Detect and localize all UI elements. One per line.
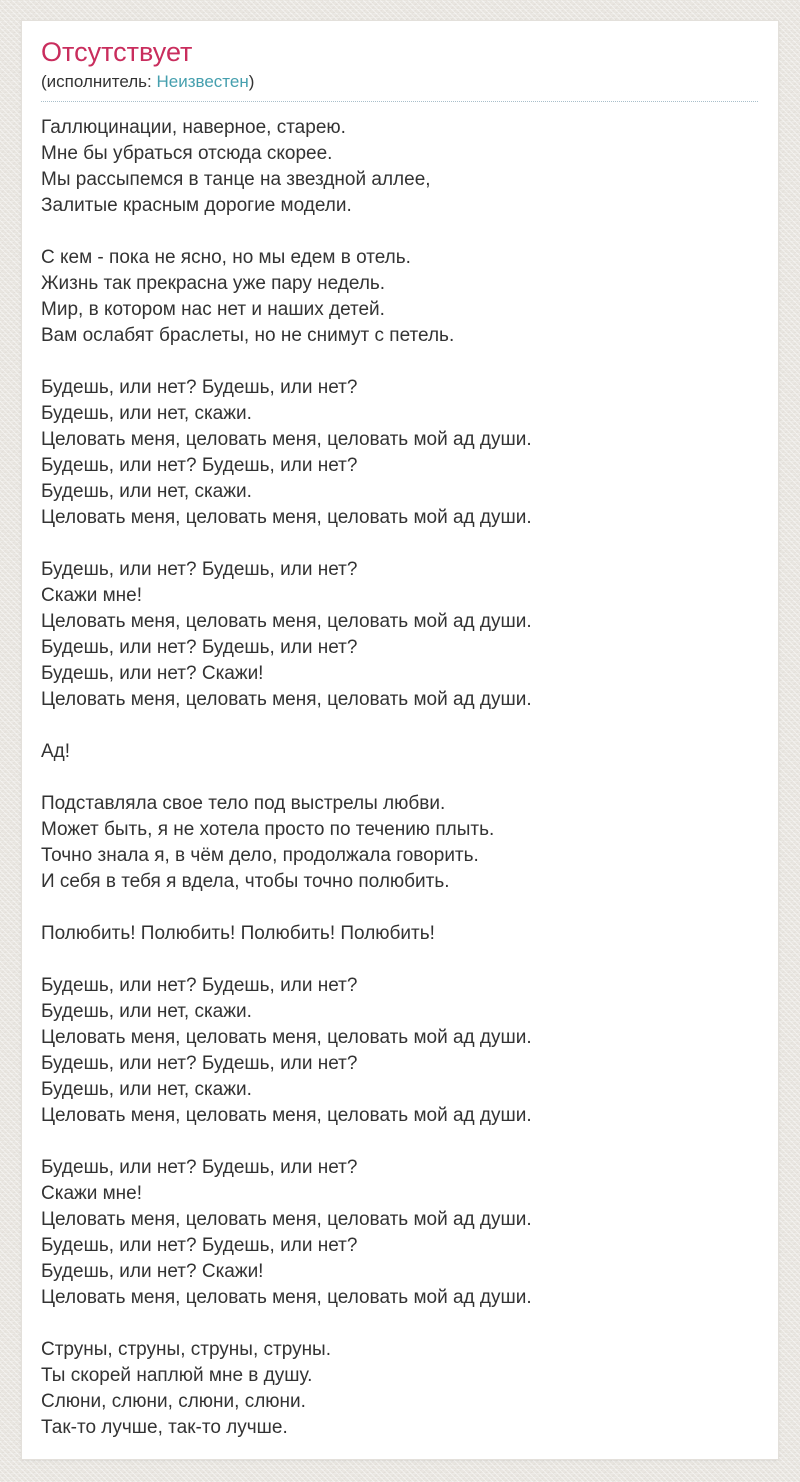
lyric-line: Будешь, или нет? Будешь, или нет? xyxy=(41,1157,358,1179)
stanza xyxy=(41,921,758,947)
lyric-line: Будешь, или нет, скажи. xyxy=(41,1079,252,1101)
lyric-line: Будешь, или нет, скажи. xyxy=(41,481,252,503)
stanza xyxy=(41,1155,758,1311)
artist-link[interactable]: Неизвестен xyxy=(156,72,249,92)
stanza xyxy=(41,791,758,895)
lyric-line: Ты скорей наплюй мне в душу. xyxy=(41,1365,313,1387)
lyric-line: Будешь, или нет? Будешь, или нет? xyxy=(41,975,358,997)
lyric-line: Подставляла свое тело под выстрелы любви. xyxy=(41,793,446,815)
lyric-line: С кем - пока не ясно, но мы едем в отель. xyxy=(41,247,411,269)
stanza xyxy=(41,1337,758,1441)
lyric-line: Будешь, или нет? Будешь, или нет? xyxy=(41,1235,358,1257)
lyric-line: И себя в тебя я вдела, чтобы точно полюбить. xyxy=(41,871,450,893)
stanza xyxy=(41,973,758,1129)
lyric-line: Залитые красным дорогие модели. xyxy=(41,195,352,217)
artist-line xyxy=(41,71,758,93)
lyric-line: Полюбить! Полюбить! Полюбить! Полюбить! xyxy=(41,923,435,945)
lyric-line: Мы рассыпемся в танце на звездной аллее, xyxy=(41,169,431,191)
song-header xyxy=(41,37,758,102)
lyric-line: Целовать меня, целовать меня, целовать мой ад души. xyxy=(41,611,532,633)
lyric-line: Целовать меня, целовать меня, целовать мой ад души. xyxy=(41,689,532,711)
lyric-line: Скажи мне! xyxy=(41,585,143,607)
stanza xyxy=(41,375,758,531)
lyric-line: Будешь, или нет, скажи. xyxy=(41,1001,252,1023)
lyric-line: Будешь, или нет? Будешь, или нет? xyxy=(41,377,358,399)
lyric-line: Целовать меня, целовать меня, целовать мой ад души. xyxy=(41,507,532,529)
lyric-line: Целовать меня, целовать меня, целовать мой ад души. xyxy=(41,429,532,451)
lyric-line: Целовать меня, целовать меня, целовать мой ад души. xyxy=(41,1027,532,1049)
lyric-line: Может быть, я не хотела просто по течению плыть. xyxy=(41,819,495,841)
lyric-line: Будешь, или нет? Скажи! xyxy=(41,663,264,685)
lyric-line: Точно знала я, в чём дело, продолжала говорить. xyxy=(41,845,479,867)
lyric-line: Мир, в котором нас нет и наших детей. xyxy=(41,299,385,321)
lyric-line: Целовать меня, целовать меня, целовать мой ад души. xyxy=(41,1209,532,1231)
lyric-line: Будешь, или нет? Будешь, или нет? xyxy=(41,559,358,581)
lyric-line: Галлюцинации, наверное, старею. xyxy=(41,117,346,139)
lyric-line: Слюни, слюни, слюни, слюни. xyxy=(41,1391,306,1413)
stanza xyxy=(41,115,758,219)
lyric-line: Будешь, или нет? Будешь, или нет? xyxy=(41,455,358,477)
lyric-line: Жизнь так прекрасна уже пару недель. xyxy=(41,273,386,295)
stanza xyxy=(41,739,758,765)
lyric-line: Ад! xyxy=(41,741,71,763)
song-title: Отсутствует xyxy=(41,37,193,67)
lyric-line: Мне бы убраться отсюда скорее. xyxy=(41,143,333,165)
lyric-line: Скажи мне! xyxy=(41,1183,143,1205)
lyric-line: Будешь, или нет? Скажи! xyxy=(41,1261,264,1283)
lyric-line: Будешь, или нет? Будешь, или нет? xyxy=(41,637,358,659)
lyric-line: Вам ослабят браслеты, но не снимут с петель. xyxy=(41,325,455,347)
lyric-line: Так-то лучше, так-то лучше. xyxy=(41,1417,288,1439)
lyric-line: Целовать меня, целовать меня, целовать мой ад души. xyxy=(41,1287,532,1309)
artist-label: (исполнитель: xyxy=(41,72,157,92)
lyric-line: Будешь, или нет, скажи. xyxy=(41,403,252,425)
lyric-line: Струны, струны, струны, струны. xyxy=(41,1339,331,1361)
lyrics-text xyxy=(41,115,758,1441)
lyric-line: Будешь, или нет? Будешь, или нет? xyxy=(41,1053,358,1075)
lyrics-card xyxy=(21,20,779,1460)
lyric-line: Целовать меня, целовать меня, целовать мой ад души. xyxy=(41,1105,532,1127)
stanza xyxy=(41,557,758,713)
stanza xyxy=(41,245,758,349)
artist-label-suffix: ) xyxy=(248,72,255,92)
